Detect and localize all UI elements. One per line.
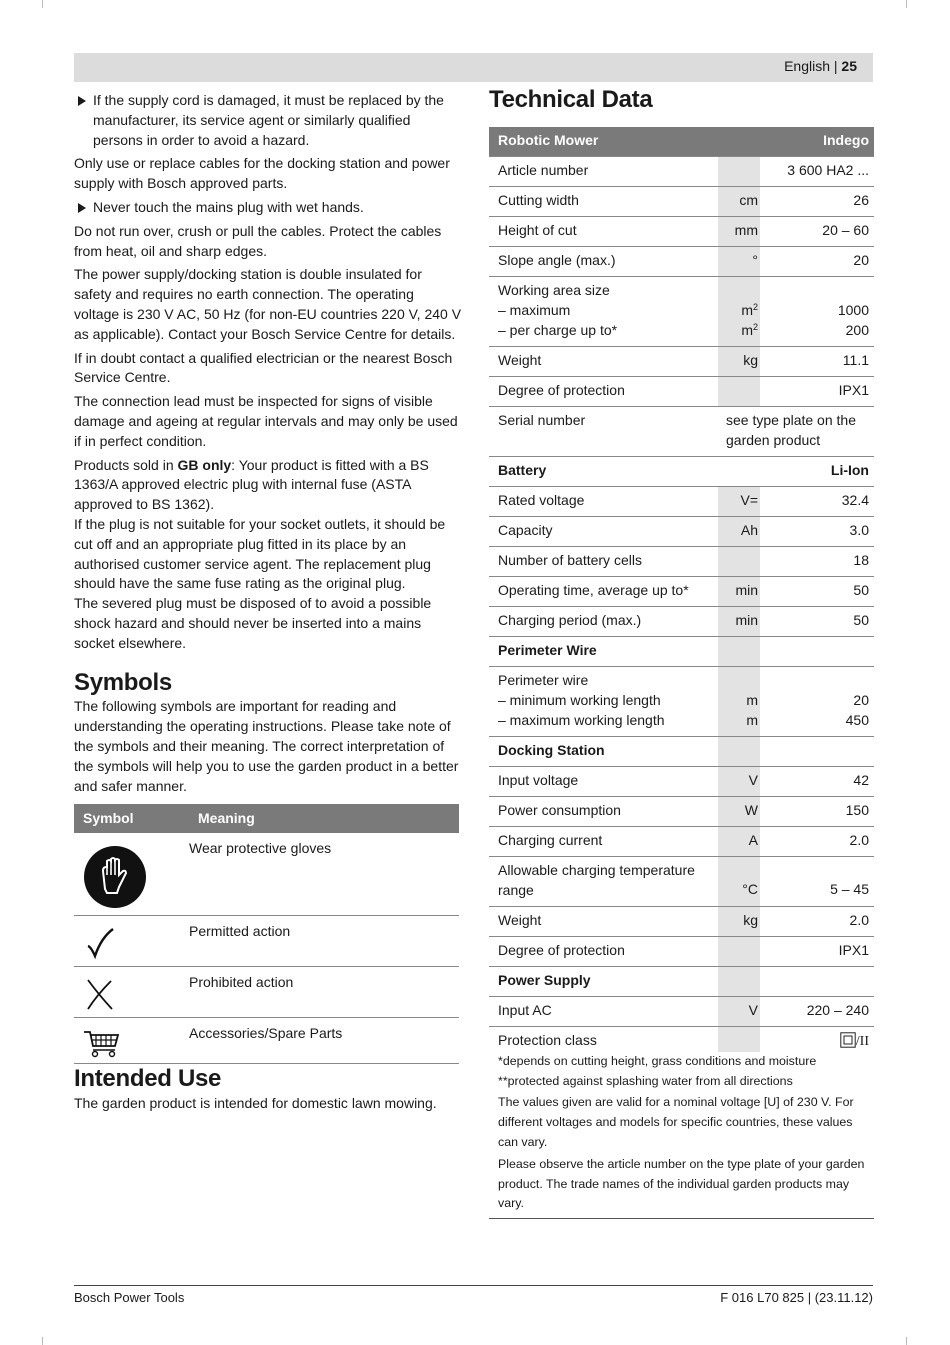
tech-value-line: 20	[853, 691, 869, 708]
symbol-meaning: Accessories/Spare Parts	[189, 1017, 459, 1064]
tech-unit	[718, 967, 760, 997]
para-severed-plug: The severed plug must be disposed of to avoid a possible shock hazard and should never be inserted into a mains socket elsewhere.	[74, 595, 432, 651]
symbols-table	[74, 804, 459, 1064]
symbol-cell	[74, 1017, 189, 1064]
tech-unit	[718, 1027, 760, 1052]
footer-divider	[74, 1285, 873, 1286]
tech-section-row	[489, 457, 874, 487]
bullet-wet-hands: Never touch the mains plug with wet hands.	[74, 198, 462, 218]
header-page-number: 25	[841, 58, 857, 74]
tech-value: 11.1	[760, 347, 874, 377]
tech-unit: cm	[718, 187, 760, 217]
symbol-cell	[74, 966, 189, 1017]
tech-unit: kg	[718, 907, 760, 937]
symbols-col-symbol: Symbol	[74, 804, 189, 833]
tech-section-value	[760, 737, 874, 767]
tech-notes	[489, 1052, 874, 1219]
tech-label: Weight	[489, 347, 718, 377]
tech-label: Rated voltage	[489, 487, 718, 517]
tech-label: Power consumption	[489, 797, 718, 827]
tech-sublabel: – maximum working length	[498, 711, 665, 728]
tech-value	[760, 667, 874, 737]
crop-mark	[42, 1337, 43, 1345]
tech-unit	[718, 637, 760, 667]
right-column	[489, 86, 874, 1219]
tech-value-line: 1000	[837, 301, 869, 318]
tech-value: 50	[760, 607, 874, 637]
tech-value: 26	[760, 187, 874, 217]
tech-section-value	[760, 637, 874, 667]
symbol-meaning: Wear protective gloves	[189, 833, 459, 915]
para-gb-pre: Products sold in	[74, 456, 178, 473]
tech-label: Operating time, average up to*	[489, 577, 718, 607]
tech-row	[489, 407, 874, 457]
tech-value: 2.0	[760, 907, 874, 937]
unit-base: m	[741, 301, 753, 318]
page-header	[74, 53, 873, 82]
tech-value: IPX1	[760, 377, 874, 407]
tech-label: Height of cut	[489, 217, 718, 247]
tech-row	[489, 217, 874, 247]
tech-row	[489, 797, 874, 827]
tech-section-row	[489, 967, 874, 997]
note-splashing: **protected against splashing water from all directions	[498, 1073, 793, 1088]
header-text: English | 25	[784, 58, 857, 74]
tech-value: 220 – 240	[760, 997, 874, 1027]
symbols-heading: Symbols	[74, 668, 172, 696]
tech-label: Charging current	[489, 827, 718, 857]
left-column	[74, 91, 462, 1118]
crop-mark	[906, 0, 907, 8]
tech-unit: °C	[718, 857, 760, 907]
tech-label	[489, 277, 718, 347]
crop-mark	[906, 1337, 907, 1345]
tech-row	[489, 667, 874, 737]
tech-unit: °	[718, 247, 760, 277]
tech-unit	[718, 457, 760, 487]
intended-use-text: The garden product is intended for domestic lawn mowing.	[74, 1095, 437, 1112]
tech-row	[489, 347, 874, 377]
para-gb-bold: GB only	[177, 456, 232, 473]
tech-value: 32.4	[760, 487, 874, 517]
tech-value	[760, 1027, 874, 1052]
tech-label: Capacity	[489, 517, 718, 547]
tech-unit	[718, 157, 760, 187]
para-double-insulated: The power supply/docking station is double insulated for safety and requires no earth connection. The operating voltage is 230 V AC, 50 Hz (for non-EU countries 220 V, 240 V as applicable). Contact your Bosch Service Centre for details.	[74, 266, 462, 342]
unit-base: m	[741, 321, 753, 338]
tech-sublabel: – minimum working length	[498, 691, 661, 708]
tech-row	[489, 517, 874, 547]
tech-unit: V=	[718, 487, 760, 517]
tech-header-row	[489, 127, 874, 157]
checkmark-icon	[85, 926, 115, 960]
para-run-over: Do not run over, crush or pull the cables. Protect the cables from heat, oil and sharp edges.	[74, 222, 442, 259]
tech-value: 3.0	[760, 517, 874, 547]
tech-header-label: Robotic Mower	[489, 127, 718, 157]
tech-unit-line	[718, 321, 758, 341]
technical-data-heading: Technical Data	[489, 86, 653, 113]
bullet-supply-cord: If the supply cord is damaged, it must be replaced by the manufacturer, its service agent or similarly qualified persons in order to avoid a hazard.	[74, 91, 462, 150]
symbol-row	[74, 833, 459, 915]
para-gb-only	[74, 456, 462, 515]
tech-row	[489, 607, 874, 637]
tech-label: Input AC	[489, 997, 718, 1027]
tech-section-value	[760, 967, 874, 997]
tech-row	[489, 937, 874, 967]
tech-label: Weight	[489, 907, 718, 937]
symbols-intro: The following symbols are important for reading and understanding the operating instructions. Please take note of the symbols and their meaning. The correct interpretation of the symbols will help you to use the garden product in a better and safer manner.	[74, 698, 459, 794]
tech-header-value: Indego	[760, 127, 874, 157]
tech-row	[489, 767, 874, 797]
tech-unit	[718, 377, 760, 407]
tech-sublabel: – maximum	[498, 301, 571, 318]
tech-sublabel: – per charge up to*	[498, 321, 618, 338]
tech-row	[489, 997, 874, 1027]
symbol-row	[74, 966, 459, 1017]
tech-label: Serial number	[489, 407, 718, 457]
tech-unit: V	[718, 997, 760, 1027]
shopping-cart-icon	[83, 1026, 123, 1058]
tech-unit: kg	[718, 347, 760, 377]
tech-unit: W	[718, 797, 760, 827]
note-article-number: Please observe the article number on the type plate of your garden product. The trade names of the individual garden products may vary.	[498, 1156, 865, 1211]
tech-value: 20 – 60	[760, 217, 874, 247]
symbols-col-meaning: Meaning	[189, 804, 459, 833]
unit-sup: 2	[752, 301, 758, 312]
tech-row	[489, 907, 874, 937]
footer-brand: Bosch Power Tools	[74, 1290, 185, 1305]
tech-value-line: 200	[845, 321, 869, 338]
tech-row	[489, 1027, 874, 1052]
para-electrician: If in doubt contact a qualified electrician or the nearest Bosch Service Centre.	[74, 349, 453, 386]
tech-value-line: 450	[845, 711, 869, 728]
tech-value: 50	[760, 577, 874, 607]
tech-label: Slope angle (max.)	[489, 247, 718, 277]
tech-unit: mm	[718, 217, 760, 247]
tech-value: 150	[760, 797, 874, 827]
tech-unit-line	[718, 301, 758, 321]
tech-row	[489, 577, 874, 607]
tech-section-row	[489, 637, 874, 667]
tech-unit: min	[718, 607, 760, 637]
tech-row	[489, 277, 874, 347]
tech-section-label: Battery	[489, 457, 718, 487]
tech-section-value: Li-Ion	[760, 457, 874, 487]
tech-unit-line: m	[746, 711, 758, 728]
tech-unit: Ah	[718, 517, 760, 547]
tech-value: 20	[760, 247, 874, 277]
cross-icon	[85, 977, 115, 1011]
tech-row	[489, 827, 874, 857]
double-insulation-icon	[840, 1032, 856, 1048]
tech-unit	[718, 667, 760, 737]
tech-row	[489, 547, 874, 577]
tech-value: 3 600 HA2 ...	[760, 157, 874, 187]
tech-label: Degree of protection	[489, 377, 718, 407]
tech-section-label: Docking Station	[489, 737, 718, 767]
unit-sup: 2	[752, 321, 758, 332]
crop-mark	[42, 0, 43, 8]
tech-label: Allowable charging temperature range	[489, 857, 718, 907]
tech-unit	[718, 937, 760, 967]
tech-section-row	[489, 737, 874, 767]
tech-value: 18	[760, 547, 874, 577]
tech-row	[489, 247, 874, 277]
tech-value	[760, 277, 874, 347]
symbol-meaning: Permitted action	[189, 916, 459, 967]
tech-section-label: Perimeter Wire	[489, 637, 718, 667]
tech-row	[489, 157, 874, 187]
para-gb-post: : Your product is fitted with a BS 1363/A approved electric plug with internal fuse (ASTA approved to BS 1362).	[74, 456, 429, 513]
tech-value: 2.0	[760, 827, 874, 857]
para-inspection: The connection lead must be inspected for signs of visible damage and ageing at regular intervals and may only be used if in perfect condition.	[74, 393, 458, 449]
tech-unit: min	[718, 577, 760, 607]
symbol-cell	[74, 916, 189, 967]
tech-label: Degree of protection	[489, 937, 718, 967]
symbol-cell	[74, 833, 189, 915]
intended-use-heading: Intended Use	[74, 1065, 222, 1093]
tech-row	[489, 377, 874, 407]
header-language: English	[784, 58, 830, 74]
symbol-row	[74, 1017, 459, 1064]
tech-unit	[718, 737, 760, 767]
tech-row	[489, 857, 874, 907]
tech-label-main: Working area size	[498, 282, 610, 298]
tech-label	[489, 667, 718, 737]
tech-row	[489, 487, 874, 517]
tech-value: see type plate on the garden product	[718, 407, 874, 457]
tech-unit	[718, 547, 760, 577]
tech-unit	[718, 277, 760, 347]
gloves-icon	[83, 845, 147, 909]
technical-data-table	[489, 127, 874, 1052]
tech-value: IPX1	[760, 937, 874, 967]
protection-class-value: /II	[855, 1034, 869, 1049]
tech-unit: V	[718, 767, 760, 797]
para-plug-unsuitable: If the plug is not suitable for your socket outlets, it should be cut off and an appropriate plug fitted in its place by an authorised customer service agent. The replacement plug should have the same fuse rating as the original plug.	[74, 515, 446, 592]
note-cutting-height: *depends on cutting height, grass conditions and moisture	[498, 1053, 817, 1068]
tech-value: 42	[760, 767, 874, 797]
symbol-row	[74, 916, 459, 967]
tech-label-main: Perimeter wire	[498, 672, 589, 688]
tech-header-unit	[718, 127, 760, 157]
tech-value: 5 – 45	[760, 857, 874, 907]
tech-label: Article number	[489, 157, 718, 187]
tech-label: Charging period (max.)	[489, 607, 718, 637]
symbol-meaning: Prohibited action	[189, 966, 459, 1017]
tech-row	[489, 187, 874, 217]
tech-unit-line: m	[746, 691, 758, 708]
tech-unit: A	[718, 827, 760, 857]
note-nominal-voltage: The values given are valid for a nominal voltage [U] of 230 V. For different voltages and models for specific countries, these values can vary.	[498, 1095, 854, 1149]
tech-section-label: Power Supply	[489, 967, 718, 997]
tech-label: Protection class	[498, 1032, 597, 1048]
tech-label: Cutting width	[489, 187, 718, 217]
footer-doc-number: F 016 L70 825 | (23.11.12)	[720, 1290, 873, 1305]
tech-label: Number of battery cells	[489, 547, 718, 577]
tech-label: Input voltage	[489, 767, 718, 797]
para-cables: Only use or replace cables for the docking station and power supply with Bosch approved parts.	[74, 155, 450, 192]
